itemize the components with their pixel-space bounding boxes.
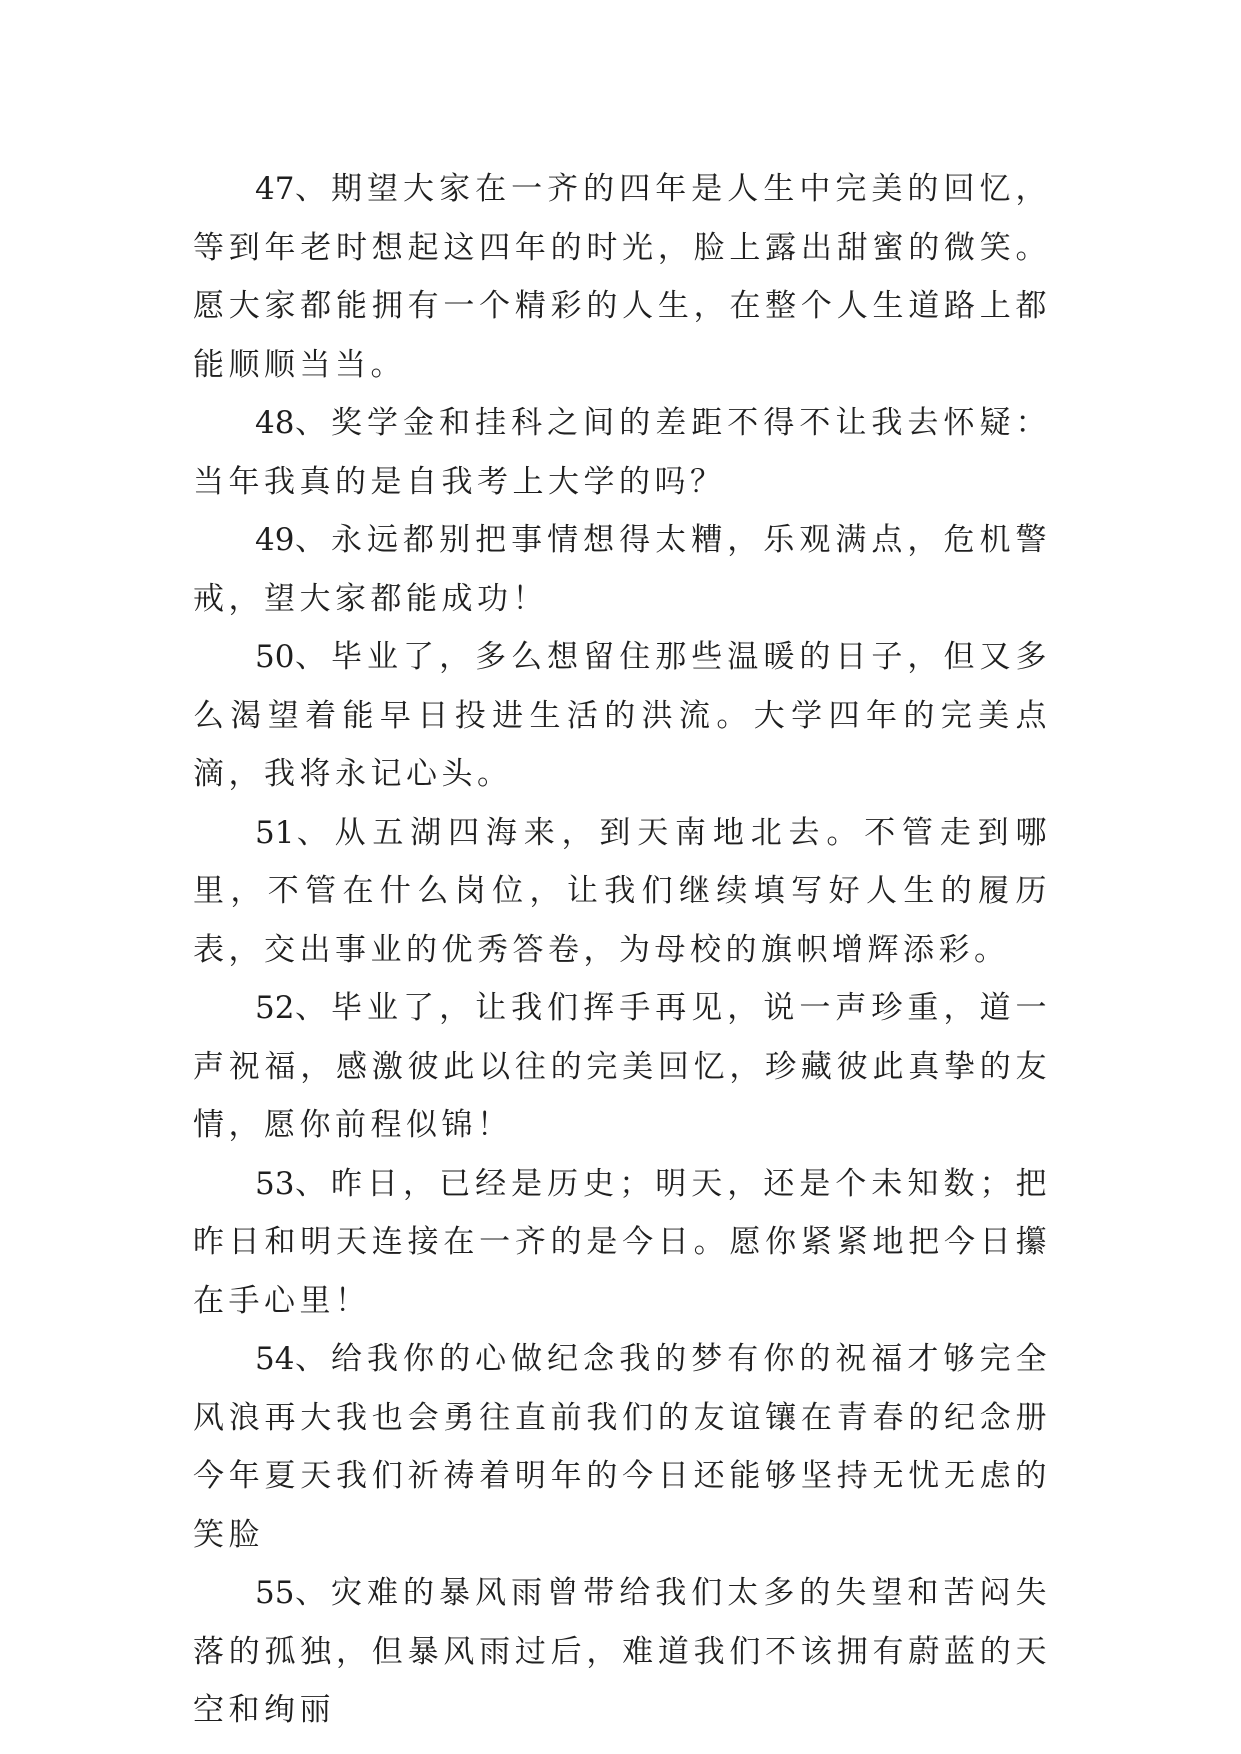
paragraph-48 <box>193 394 1051 511</box>
paragraph-text: 、期望大家在一齐的四年是人生中完美的回忆，等到年老时想起这四年的时光，脸上露出甜蜜的微笑。愿大家都能拥有一个精彩的人生，在整个人生道路上都能顺顺当当。 <box>193 171 1051 383</box>
paragraph-number: 54 <box>255 1341 295 1377</box>
paragraph-number: 55 <box>255 1575 295 1611</box>
paragraph-text: 、灾难的暴风雨曾带给我们太多的失望和苦闷失落的孤独，但暴风雨过后，难道我们不该拥有蔚蓝的天空和绚丽 <box>193 1575 1051 1728</box>
paragraph-number: 47 <box>255 171 295 207</box>
paragraph-number: 48 <box>255 405 295 441</box>
paragraph-number: 49 <box>255 522 295 558</box>
paragraph-51 <box>193 804 1051 980</box>
paragraph-text: 、毕业了，多么想留住那些温暖的日子，但又多么渴望着能早日投进生活的洪流。大学四年的完美点滴，我将永记心头。 <box>193 639 1051 792</box>
paragraph-52 <box>193 979 1051 1155</box>
paragraph-number: 52 <box>255 990 295 1026</box>
paragraph-55 <box>193 1564 1051 1740</box>
paragraph-text: 、毕业了，让我们挥手再见，说一声珍重，道一声祝福，感激彼此以往的完美回忆，珍藏彼此真挚的友情，愿你前程似锦！ <box>193 990 1051 1143</box>
paragraph-text: 、奖学金和挂科之间的差距不得不让我去怀疑：当年我真的是自我考上大学的吗？ <box>193 405 1051 500</box>
paragraph-50 <box>193 628 1051 804</box>
paragraph-text: 、给我你的心做纪念我的梦有你的祝福才够完全风浪再大我也会勇往直前我们的友谊镶在青春的纪念册今年夏天我们祈祷着明年的今日还能够坚持无忧无虑的笑脸 <box>193 1341 1051 1553</box>
paragraph-text: 、昨日，已经是历史；明天，还是个未知数；把昨日和明天连接在一齐的是今日。愿你紧紧地把今日攥在手心里！ <box>193 1165 1051 1319</box>
paragraph-54 <box>193 1330 1051 1564</box>
document-body <box>193 160 1051 1740</box>
paragraph-number: 50 <box>255 639 295 675</box>
paragraph-47 <box>193 160 1051 394</box>
paragraph-number: 51 <box>255 814 295 851</box>
paragraph-text: 、从五湖四海来，到天南地北去。不管走到哪里，不管在什么岗位，让我们继续填写好人生的履历表，交出事业的优秀答卷，为母校的旗帜增辉添彩。 <box>193 814 1051 968</box>
paragraph-49 <box>193 511 1051 628</box>
paragraph-text: 、永远都别把事情想得太糟，乐观满点，危机警戒，望大家都能成功！ <box>193 522 1051 617</box>
paragraph-53 <box>193 1155 1051 1331</box>
paragraph-number: 53 <box>255 1165 295 1202</box>
